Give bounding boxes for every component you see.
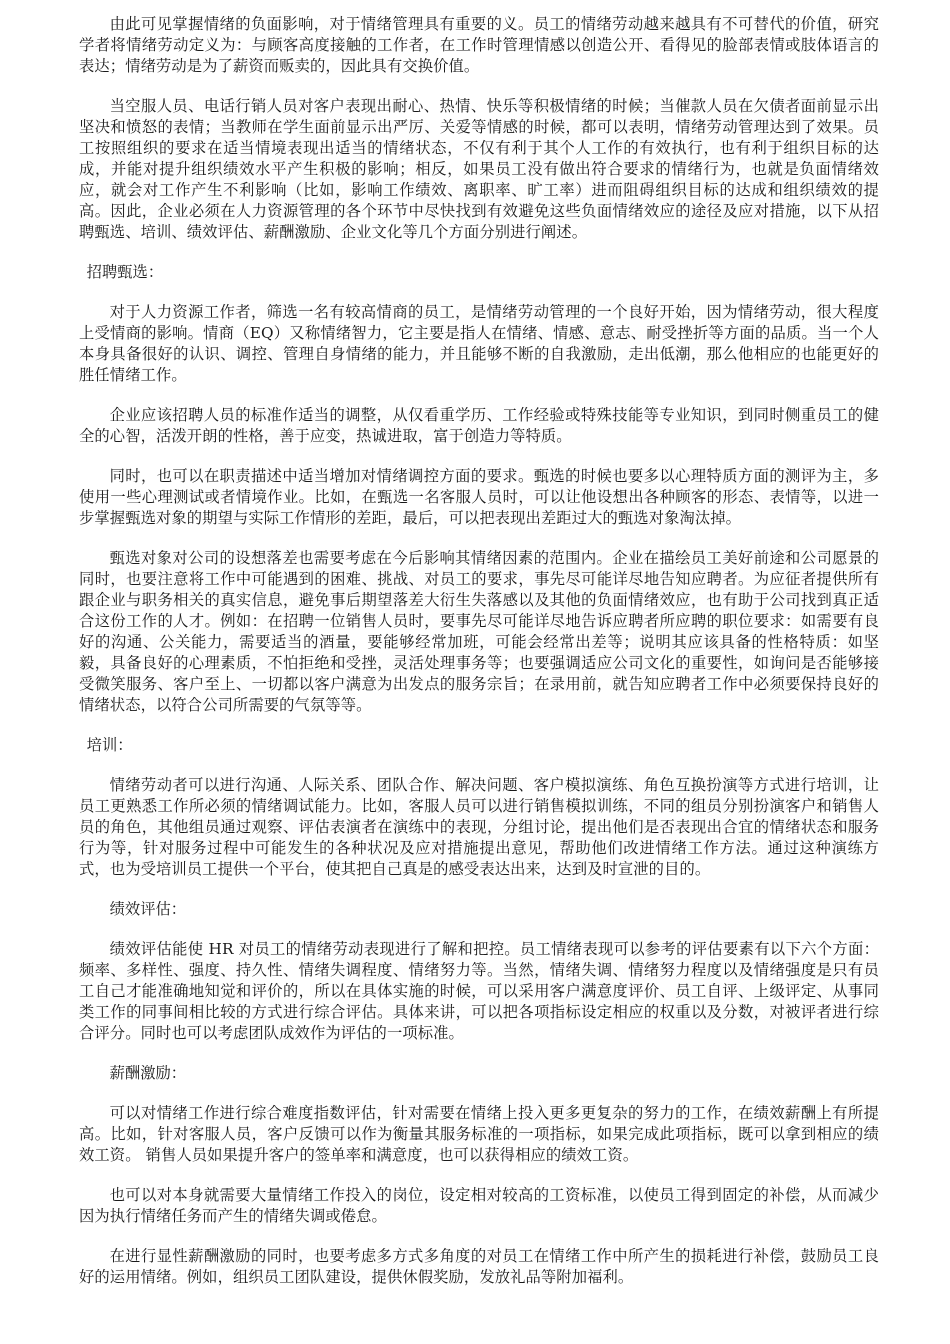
section-heading-compensation: 薪酬激励： — [109, 1064, 187, 1082]
paragraph: 由此可见掌握情绪的负面影响，对于情绪管理具有重要的义。员工的情绪劳动越来越具有不可替代的价值，研究学者将情绪劳动定义为：与顾客高度接触的工作者，在工作时管理情感以创造公开、看得见的脸部表情或肢体语言的表达；情绪劳动是为了薪资而贩卖的，因此具有交换价值。 — [79, 15, 879, 75]
paragraph: 绩效评估能使 HR 对员工的情绪劳动表现进行了解和把控。员工情绪表现可以参考的评估要素有以下六个方面：频率、多样性、强度、持久性、情绪失调程度、情绪努力等。当然，情绪失调、情绪努力程度以及情绪强度是只有员工自己才能准确地知觉和评价的，所以在具体实施的时候，可以采用客户满意度评价、员工自评、上级评定、从事同类工作的同事间相比较的方式进行综合评估。具体来讲，可以把各项指标设定相应的权重以及分数，对被评者进行综合评分。同时也可以考虑团队成效作为评估的一项标准。 — [79, 940, 879, 1042]
document-page — [79, 14, 879, 1307]
paragraph: 可以对情绪工作进行综合难度指数评估，针对需要在情绪上投入更多更复杂的努力的工作，在绩效薪酬上有所提高。比如，针对客服人员，客户反馈可以作为衡量其服务标准的一项指标，如果完成此项指标，既可以拿到相应的绩效工资。 销售人员如果提升客户的签单率和满意度，也可以获得相应的绩效工资。 — [79, 1104, 879, 1164]
paragraph: 同时，也可以在职责描述中适当增加对情绪调控方面的要求。甄选的时候也要多以心理特质方面的测评为主，多使用一些心理测试或者情境作业。比如，在甄选一名客服人员时，可以让他设想出各种顾客的形态、表情等，以进一步掌握甄选对象的期望与实际工作情形的差距，最后，可以把表现出差距过大的甄选对象淘汰掉。 — [79, 467, 879, 527]
section-heading-performance: 绩效评估： — [109, 900, 187, 918]
paragraph: 当空服人员、电话行销人员对客户表现出耐心、热情、快乐等积极情绪的时候；当催款人员在欠债者面前显示出坚决和愤怒的表情；当教师在学生面前显示出严厉、关爱等情感的时候，都可以表明，情绪劳动管理达到了效果。员工按照组织的要求在适当情境表现出适当的情绪状态，不仅有利于其个人工作的有效执行，也有利于组织目标的达成，并能对提升组织绩效水平产生积极的影响；相反，如果员工没有做出符合要求的情绪行为，也就是负面情绪效应，就会对工作产生不利影响（比如，影响工作绩效、离职率、旷工率）进而阻碍组织目标的达成和组织绩效的提高。因此，企业必须在人力资源管理的各个环节中尽快找到有效避免这些负面情绪效应的途径及应对措施，以下从招聘甄选、培训、绩效评估、薪酬激励、企业文化等几个方面分别进行阐述。 — [79, 97, 879, 241]
paragraph: 企业应该招聘人员的标准作适当的调整，从仅看重学历、工作经验或特殊技能等专业知识，到同时侧重员工的健全的心智，活泼开朗的性格，善于应变，热诚进取，富于创造力等特质。 — [79, 406, 879, 445]
paragraph: 也可以对本身就需要大量情绪工作投入的岗位，设定相对较高的工资标准，以使员工得到固定的补偿，从而减少因为执行情绪任务而产生的情绪失调或倦怠。 — [79, 1186, 879, 1225]
paragraph: 情绪劳动者可以进行沟通、人际关系、团队合作、解决问题、客户模拟演练、角色互换扮演等方式进行培训，让员工更熟悉工作所必须的情绪调试能力。比如，客服人员可以进行销售模拟训练，不同的组员分别扮演客户和销售人员的角色，其他组员通过观察、评估表演者在演练中的表现，分组讨论，提出他们是否表现出合宜的情绪状态和服务行为等，针对服务过程中可能发生的各种状况及应对措施提出意见，帮助他们改进情绪工作方法。通过这种演练方式，也为受培训员工提供一个平台，使其把自己真是的感受表达出来，达到及时宣泄的目的。 — [79, 776, 879, 878]
paragraph: 在进行显性薪酬激励的同时，也要考虑多方式多角度的对员工在情绪工作中所产生的损耗进行补偿，鼓励员工良好的运用情绪。例如，组织员工团队建设，提供休假奖励，发放礼品等附加福利。 — [79, 1247, 879, 1286]
paragraph: 对于人力资源工作者，筛选一名有较高情商的员工，是情绪劳动管理的一个良好开始，因为情绪劳动，很大程度上受情商的影响。情商（EQ）又称情绪智力，它主要是指人在情绪、情感、意志、耐受挫折等方面的品质。当一个人本身具备很好的认识、调控、管理自身情绪的能力，并且能够不断的自我激励，走出低潮，那么他相应的也能更好的胜任情绪工作。 — [79, 303, 879, 384]
section-heading-training: 培训： — [86, 736, 133, 754]
paragraph: 甄选对象对公司的设想落差也需要考虑在今后影响其情绪因素的范围内。企业在描绘员工美好前途和公司愿景的同时，也要注意将工作中可能遇到的困难、挑战、对员工的要求，事先尽可能详尽地告知应聘者。为应征者提供所有跟企业与职务相关的真实信息，避免事后期望落差大衍生失落感以及其他的负面情绪效应，也有助于公司找到真正适合这份工作的人才。例如：在招聘一位销售人员时，要事先尽可能详尽地告诉应聘者所应聘的职位要求：如需要有良好的沟通、公关能力，需要适当的酒量，要能够经常加班，可能会经常出差等；说明其应该具备的性格特质：如坚毅，具备良好的心理素质，不怕拒绝和受挫，灵活处理事务等；也要强调适应公司文化的重要性，如询问是否能够接受微笑服务、客户至上、一切都以客户满意为出发点的服务宗旨；在录用前，就告知应聘者工作中必须要保持良好的情绪状态，以符合公司所需要的气氛等等。 — [79, 549, 879, 714]
section-heading-recruitment: 招聘甄选： — [86, 263, 164, 281]
